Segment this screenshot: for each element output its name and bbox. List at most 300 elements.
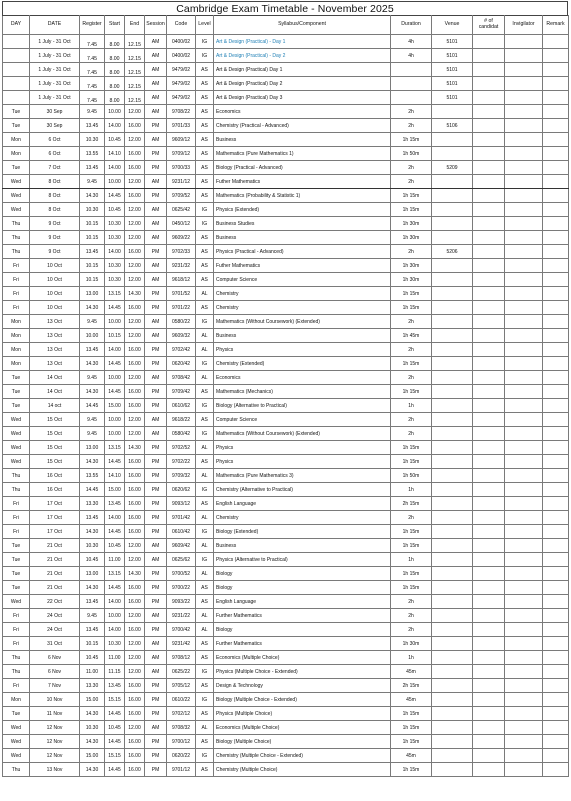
syllabus-code-cell: 9701/33 [167,119,196,133]
level-cell: AL [196,511,214,525]
duration-cell: 2h [391,119,432,133]
invigilator-cell [505,175,543,189]
syllabus-cell: Biology (Extended) [214,525,391,539]
duration-cell: 2h [391,511,432,525]
start-time-cell: 14.00 [105,343,125,357]
start-time-cell: 11.00 [105,553,125,567]
session-cell: PM [145,441,167,455]
invigilator-cell [505,63,543,77]
start-time-cell: 8.00 [105,49,125,63]
session-cell: PM [145,119,167,133]
syllabus-code-cell: 0620/62 [167,483,196,497]
level-cell: AS [196,189,214,203]
syllabus-cell: Chemistry (Multiple Choice - Extended) [214,749,391,763]
table-row [3,161,569,175]
syllabus-code-cell: 9709/42 [167,385,196,399]
day-cell: Fri [3,637,30,651]
syllabus-code-cell: 9231/22 [167,609,196,623]
remark-cell [543,721,569,735]
session-cell: AM [145,231,167,245]
candidates-cell [473,511,505,525]
level-cell: AL [196,469,214,483]
register-time-cell: 13.45 [80,511,105,525]
register-time-cell: 13.45 [80,343,105,357]
end-time-cell: 16.00 [125,455,145,469]
venue-cell [432,707,473,721]
column-header: Register [80,16,105,35]
venue-cell [432,595,473,609]
date-cell: 7 Oct [30,161,80,175]
session-cell: AM [145,539,167,553]
register-time-cell: 13.30 [80,679,105,693]
day-cell: Tue [3,105,30,119]
register-time-cell: 9.45 [80,371,105,385]
syllabus-cell: Physics (Multiple Choice) [214,707,391,721]
date-cell: 15 Oct [30,413,80,427]
end-time-cell: 16.00 [125,595,145,609]
day-cell: Fri [3,623,30,637]
end-time-cell: 16.00 [125,399,145,413]
end-time-cell: 16.00 [125,189,145,203]
end-time-cell: 12.15 [125,35,145,49]
date-cell: 16 Oct [30,469,80,483]
syllabus-code-cell: 9093/12 [167,497,196,511]
day-cell: Wed [3,595,30,609]
invigilator-cell [505,245,543,259]
session-cell: AM [145,427,167,441]
start-time-cell: 14.45 [105,525,125,539]
remark-cell [543,525,569,539]
invigilator-cell [505,77,543,91]
day-cell: Tue [3,539,30,553]
level-cell: AL [196,623,214,637]
level-cell: AL [196,441,214,455]
column-header: DAY [3,16,30,35]
venue-cell [432,385,473,399]
register-time-cell: 9.45 [80,315,105,329]
session-cell: PM [145,581,167,595]
end-time-cell: 12.00 [125,133,145,147]
table-row [3,287,569,301]
end-time-cell: 12.00 [125,231,145,245]
invigilator-cell [505,357,543,371]
syllabus-code-cell: 9231/42 [167,637,196,651]
remark-cell [543,203,569,217]
duration-cell: 1h [391,651,432,665]
syllabus-code-cell: 9700/12 [167,735,196,749]
remark-cell [543,77,569,91]
syllabus-code-cell: 0610/62 [167,399,196,413]
date-cell: 17 Oct [30,511,80,525]
venue-cell [432,273,473,287]
candidates-cell [473,623,505,637]
venue-cell [432,189,473,203]
day-cell: Mon [3,315,30,329]
level-cell: IG [196,399,214,413]
day-cell: Tue [3,119,30,133]
duration-cell: 1h 15m [391,287,432,301]
column-header: Syllabus/Component [214,16,391,35]
candidates-cell [473,609,505,623]
duration-cell: 2h [391,413,432,427]
start-time-cell: 8.00 [105,63,125,77]
table-row [3,105,569,119]
duration-cell: 1h 50m [391,147,432,161]
end-time-cell: 16.00 [125,119,145,133]
venue-cell [432,301,473,315]
invigilator-cell [505,455,543,469]
table-row [3,231,569,245]
level-cell: AL [196,539,214,553]
end-time-cell: 16.00 [125,161,145,175]
syllabus-code-cell: 9479/02 [167,77,196,91]
level-cell: AS [196,91,214,105]
end-time-cell: 12.15 [125,63,145,77]
start-time-cell: 14.45 [105,581,125,595]
remark-cell [543,679,569,693]
end-time-cell: 12.00 [125,427,145,441]
level-cell: AS [196,245,214,259]
duration-cell: 1h 15m [391,707,432,721]
invigilator-cell [505,469,543,483]
level-cell: IG [196,427,214,441]
syllabus-cell: Biology (Multiple Choice - Extended) [214,693,391,707]
table-row [3,721,569,735]
invigilator-cell [505,525,543,539]
day-cell: Fri [3,511,30,525]
candidates-cell [473,147,505,161]
invigilator-cell [505,707,543,721]
invigilator-cell [505,399,543,413]
syllabus-cell: Physics (Extended) [214,203,391,217]
duration-cell [391,63,432,77]
date-cell: 24 Oct [30,623,80,637]
start-time-cell: 10.00 [105,371,125,385]
invigilator-cell [505,721,543,735]
day-cell [3,63,30,77]
session-cell: PM [145,511,167,525]
column-header: # of candidat [473,16,505,35]
table-row [3,147,569,161]
duration-cell: 1h 15m [391,385,432,399]
table-row [3,343,569,357]
syllabus-cell: Mathematics (Probability & Statistic 1) [214,189,391,203]
candidates-cell [473,385,505,399]
syllabus-cell: Physics (Alternative to Practical) [214,553,391,567]
end-time-cell: 16.00 [125,581,145,595]
session-cell: PM [145,693,167,707]
venue-cell [432,693,473,707]
remark-cell [543,49,569,63]
venue-cell [432,175,473,189]
candidates-cell [473,651,505,665]
start-time-cell: 10.00 [105,315,125,329]
day-cell: Tue [3,161,30,175]
start-time-cell: 14.00 [105,161,125,175]
syllabus-cell: Futher Mathematics [214,175,391,189]
session-cell: PM [145,525,167,539]
date-cell: 21 Oct [30,553,80,567]
syllabus-cell: Futher Mathematics [214,259,391,273]
start-time-cell: 10.30 [105,259,125,273]
duration-cell: 1h 15m [391,567,432,581]
syllabus-code-cell: 0625/42 [167,203,196,217]
duration-cell: 1h 15m [391,581,432,595]
invigilator-cell [505,413,543,427]
level-cell: IG [196,483,214,497]
venue-cell [432,357,473,371]
start-time-cell: 15.15 [105,749,125,763]
remark-cell [543,539,569,553]
day-cell [3,77,30,91]
level-cell: IG [196,203,214,217]
venue-cell [432,133,473,147]
table-row [3,469,569,483]
syllabus-cell: Business Studies [214,217,391,231]
date-cell: 1 July - 31 Oct [30,49,80,63]
remark-cell [543,385,569,399]
day-cell: Fri [3,525,30,539]
end-time-cell: 12.00 [125,371,145,385]
date-cell: 12 Nov [30,721,80,735]
remark-cell [543,147,569,161]
end-time-cell: 12.15 [125,77,145,91]
end-time-cell: 16.00 [125,679,145,693]
start-time-cell: 14.45 [105,735,125,749]
table-row [3,595,569,609]
duration-cell: 45m [391,693,432,707]
syllabus-cell: Biology [214,567,391,581]
venue-cell [432,735,473,749]
level-cell: AS [196,105,214,119]
table-row [3,301,569,315]
day-cell: Fri [3,609,30,623]
venue-cell [432,679,473,693]
syllabus-code-cell: 9618/12 [167,273,196,287]
candidates-cell [473,357,505,371]
day-cell: Thu [3,665,30,679]
invigilator-cell [505,427,543,441]
session-cell: AM [145,63,167,77]
candidates-cell [473,175,505,189]
end-time-cell: 12.00 [125,637,145,651]
level-cell: AS [196,413,214,427]
syllabus-code-cell: 9708/12 [167,651,196,665]
start-time-cell: 10.00 [105,609,125,623]
day-cell: Wed [3,749,30,763]
session-cell: PM [145,399,167,413]
table-row [3,735,569,749]
syllabus-code-cell: 0625/22 [167,665,196,679]
level-cell: AS [196,231,214,245]
start-time-cell: 11.15 [105,665,125,679]
page-title: Cambridge Exam Timetable - November 2025 [2,1,568,15]
invigilator-cell [505,105,543,119]
level-cell: IG [196,35,214,49]
session-cell: PM [145,343,167,357]
end-time-cell: 16.00 [125,483,145,497]
session-cell: PM [145,287,167,301]
register-time-cell: 14.30 [80,707,105,721]
level-cell: AL [196,329,214,343]
candidates-cell [473,119,505,133]
syllabus-cell: Economics [214,371,391,385]
syllabus-cell: Chemistry (Practical - Advanced) [214,119,391,133]
duration-cell: 1h 15m [391,357,432,371]
venue-cell [432,217,473,231]
table-row [3,553,569,567]
end-time-cell: 12.00 [125,553,145,567]
syllabus-code-cell: 0610/42 [167,525,196,539]
register-time-cell: 14.30 [80,189,105,203]
start-time-cell: 10.30 [105,637,125,651]
session-cell: PM [145,567,167,581]
end-time-cell: 12.15 [125,49,145,63]
date-cell: 21 Oct [30,567,80,581]
syllabus-cell: Art & Design (Practical) Day 3 [214,91,391,105]
duration-cell: 2h [391,245,432,259]
remark-cell [543,217,569,231]
start-time-cell: 14.45 [105,385,125,399]
start-time-cell: 15.00 [105,399,125,413]
table-row [3,511,569,525]
level-cell: IG [196,315,214,329]
start-time-cell: 8.00 [105,35,125,49]
remark-cell [543,693,569,707]
candidates-cell [473,567,505,581]
candidates-cell [473,329,505,343]
register-time-cell: 10.30 [80,203,105,217]
duration-cell: 2h 15m [391,679,432,693]
end-time-cell: 12.00 [125,539,145,553]
duration-cell: 1h 15m [391,525,432,539]
level-cell: AS [196,161,214,175]
syllabus-code-cell: 9702/52 [167,441,196,455]
end-time-cell: 12.00 [125,609,145,623]
syllabus-code-cell: 9701/42 [167,511,196,525]
register-time-cell: 10.15 [80,231,105,245]
candidates-cell [473,735,505,749]
candidates-cell [473,343,505,357]
candidates-cell [473,35,505,49]
candidates-cell [473,595,505,609]
invigilator-cell [505,595,543,609]
column-header: Venue [432,16,473,35]
session-cell: AM [145,637,167,651]
duration-cell: 1h 30m [391,231,432,245]
date-cell: 8 Oct [30,189,80,203]
remark-cell [543,371,569,385]
remark-cell [543,651,569,665]
duration-cell: 2h [391,609,432,623]
start-time-cell: 14.45 [105,455,125,469]
duration-cell [391,91,432,105]
register-time-cell: 10.00 [80,329,105,343]
register-time-cell: 14.30 [80,301,105,315]
header-row [3,16,569,35]
venue-cell: 5101 [432,49,473,63]
table-row [3,609,569,623]
syllabus-cell: Mathematics (Pure Mathematics 1) [214,147,391,161]
session-cell: AM [145,329,167,343]
level-cell: IG [196,357,214,371]
table-row [3,441,569,455]
syllabus-cell: Biology [214,623,391,637]
invigilator-cell [505,581,543,595]
candidates-cell [473,273,505,287]
level-cell: AS [196,301,214,315]
candidates-cell [473,497,505,511]
start-time-cell: 15.15 [105,693,125,707]
table-row [3,133,569,147]
duration-cell: 1h 30m [391,637,432,651]
duration-cell: 2h [391,105,432,119]
invigilator-cell [505,623,543,637]
start-time-cell: 10.45 [105,203,125,217]
column-header: End [125,16,145,35]
candidates-cell [473,189,505,203]
level-cell: AS [196,637,214,651]
syllabus-cell: Further Mathematics [214,609,391,623]
date-cell: 7 Nov [30,679,80,693]
duration-cell: 1h 15m [391,721,432,735]
date-cell: 16 Oct [30,483,80,497]
level-cell: AS [196,273,214,287]
level-cell: IG [196,525,214,539]
start-time-cell: 10.00 [105,413,125,427]
remark-cell [543,343,569,357]
session-cell: PM [145,623,167,637]
duration-cell: 1h 50m [391,469,432,483]
duration-cell: 1h [391,483,432,497]
candidates-cell [473,581,505,595]
end-time-cell: 16.00 [125,735,145,749]
syllabus-cell: Chemistry (Extended) [214,357,391,371]
start-time-cell: 8.00 [105,77,125,91]
venue-cell: 5101 [432,77,473,91]
day-cell: Tue [3,399,30,413]
register-time-cell: 7.45 [80,49,105,63]
date-cell: 1 July - 31 Oct [30,77,80,91]
date-cell: 13 Oct [30,329,80,343]
start-time-cell: 10.45 [105,133,125,147]
table-row [3,217,569,231]
venue-cell [432,511,473,525]
syllabus-cell: Biology (Practical - Advanced) [214,161,391,175]
venue-cell [432,749,473,763]
day-cell: Mon [3,357,30,371]
table-row [3,455,569,469]
remark-cell [543,483,569,497]
exam-timetable-page [0,1,571,801]
level-cell: IG [196,49,214,63]
syllabus-code-cell: 0400/02 [167,35,196,49]
venue-cell [432,203,473,217]
candidates-cell [473,371,505,385]
venue-cell [432,721,473,735]
candidates-cell [473,301,505,315]
session-cell: PM [145,245,167,259]
candidates-cell [473,693,505,707]
table-row [3,539,569,553]
session-cell: AM [145,413,167,427]
date-cell: 31 Oct [30,637,80,651]
day-cell: Thu [3,763,30,777]
remark-cell [543,707,569,721]
level-cell: AS [196,679,214,693]
invigilator-cell [505,567,543,581]
start-time-cell: 14.45 [105,357,125,371]
